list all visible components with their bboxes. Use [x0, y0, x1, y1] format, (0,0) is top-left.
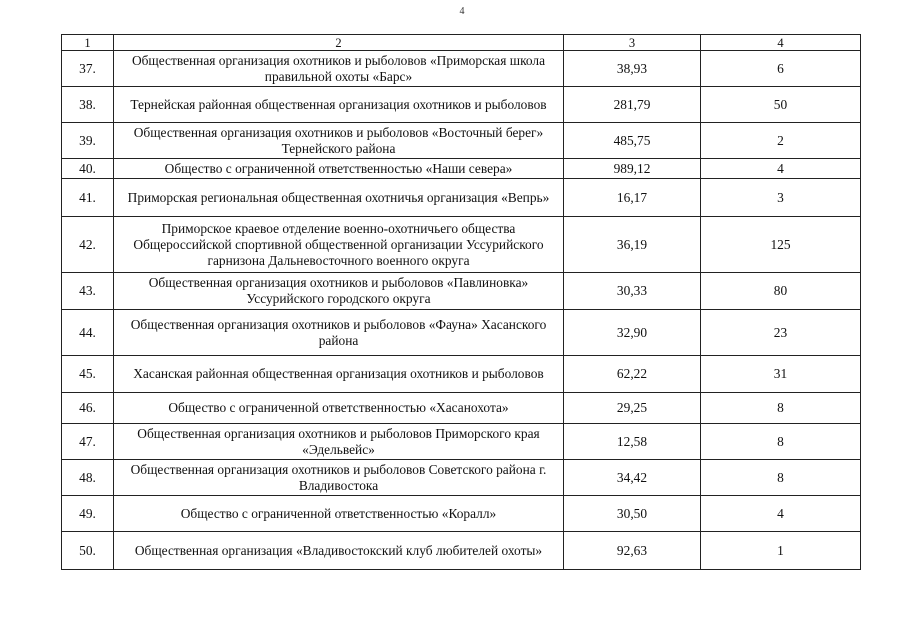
column-header-area: 3: [564, 35, 701, 51]
count-value: 3: [701, 179, 861, 217]
table-row: [62, 159, 861, 179]
count-value: 80: [701, 273, 861, 310]
count-value: 8: [701, 393, 861, 424]
organization-name: Общественная организация охотников и рыболовов «Павлиновка» Уссурийского городского округа: [114, 273, 564, 310]
area-value: 30,33: [564, 273, 701, 310]
area-value: 281,79: [564, 87, 701, 123]
area-value: 485,75: [564, 123, 701, 159]
row-number: 43.: [62, 273, 114, 310]
organization-name: Общественная организация охотников и рыболовов Советского района г. Владивостока: [114, 460, 564, 496]
table-row: [62, 532, 861, 570]
column-header-name: 2: [114, 35, 564, 51]
area-value: 29,25: [564, 393, 701, 424]
organization-name: Общественная организация охотников и рыболовов Приморского края «Эдельвейс»: [114, 424, 564, 460]
organization-name: Общественная организация охотников и рыболовов «Фауна» Хасанского района: [114, 310, 564, 356]
table-row: [62, 87, 861, 123]
table-row: [62, 310, 861, 356]
area-value: 16,17: [564, 179, 701, 217]
row-number: 41.: [62, 179, 114, 217]
table-row: [62, 460, 861, 496]
organization-name: Общество с ограниченной ответственностью «Коралл»: [114, 496, 564, 532]
row-number: 38.: [62, 87, 114, 123]
table-row: [62, 217, 861, 273]
row-number: 40.: [62, 159, 114, 179]
count-value: 125: [701, 217, 861, 273]
count-value: 8: [701, 424, 861, 460]
count-value: 4: [701, 159, 861, 179]
table-header-row: [62, 35, 861, 51]
count-value: 50: [701, 87, 861, 123]
area-value: 62,22: [564, 356, 701, 393]
count-value: 2: [701, 123, 861, 159]
area-value: 34,42: [564, 460, 701, 496]
column-header-count: 4: [701, 35, 861, 51]
table-row: [62, 273, 861, 310]
row-number: 44.: [62, 310, 114, 356]
table-row: [62, 179, 861, 217]
area-value: 92,63: [564, 532, 701, 570]
page-number: 4: [459, 6, 465, 17]
count-value: 4: [701, 496, 861, 532]
organization-name: Хасанская районная общественная организация охотников и рыболовов: [114, 356, 564, 393]
area-value: 12,58: [564, 424, 701, 460]
row-number: 42.: [62, 217, 114, 273]
organizations-table: [61, 34, 861, 570]
count-value: 6: [701, 51, 861, 87]
table-row: [62, 356, 861, 393]
row-number: 46.: [62, 393, 114, 424]
row-number: 47.: [62, 424, 114, 460]
area-value: 32,90: [564, 310, 701, 356]
row-number: 45.: [62, 356, 114, 393]
row-number: 37.: [62, 51, 114, 87]
organization-name: Приморская региональная общественная охотничья организация «Вепрь»: [114, 179, 564, 217]
area-value: 989,12: [564, 159, 701, 179]
table-row: [62, 424, 861, 460]
organization-name: Общественная организация охотников и рыболовов «Приморская школа правильной охоты «Барс»: [114, 51, 564, 87]
table-row: [62, 393, 861, 424]
count-value: 23: [701, 310, 861, 356]
area-value: 36,19: [564, 217, 701, 273]
count-value: 31: [701, 356, 861, 393]
row-number: 49.: [62, 496, 114, 532]
column-header-number: 1: [62, 35, 114, 51]
organization-name: Общественная организация охотников и рыболовов «Восточный берег» Тернейского района: [114, 123, 564, 159]
area-value: 30,50: [564, 496, 701, 532]
area-value: 38,93: [564, 51, 701, 87]
count-value: 1: [701, 532, 861, 570]
row-number: 50.: [62, 532, 114, 570]
row-number: 39.: [62, 123, 114, 159]
organization-name: Приморское краевое отделение военно-охотничьего общества Общероссийской спортивной общественной организации Уссурийского гарнизона Дальневосточного военного округа: [114, 217, 564, 273]
count-value: 8: [701, 460, 861, 496]
table-row: [62, 123, 861, 159]
organization-name: Тернейская районная общественная организация охотников и рыболовов: [114, 87, 564, 123]
organization-name: Общественная организация «Владивостокский клуб любителей охоты»: [114, 532, 564, 570]
organization-name: Общество с ограниченной ответственностью «Наши севера»: [114, 159, 564, 179]
table-row: [62, 496, 861, 532]
row-number: 48.: [62, 460, 114, 496]
table-row: [62, 51, 861, 87]
organization-name: Общество с ограниченной ответственностью «Хасанохота»: [114, 393, 564, 424]
table-body: [62, 35, 861, 570]
